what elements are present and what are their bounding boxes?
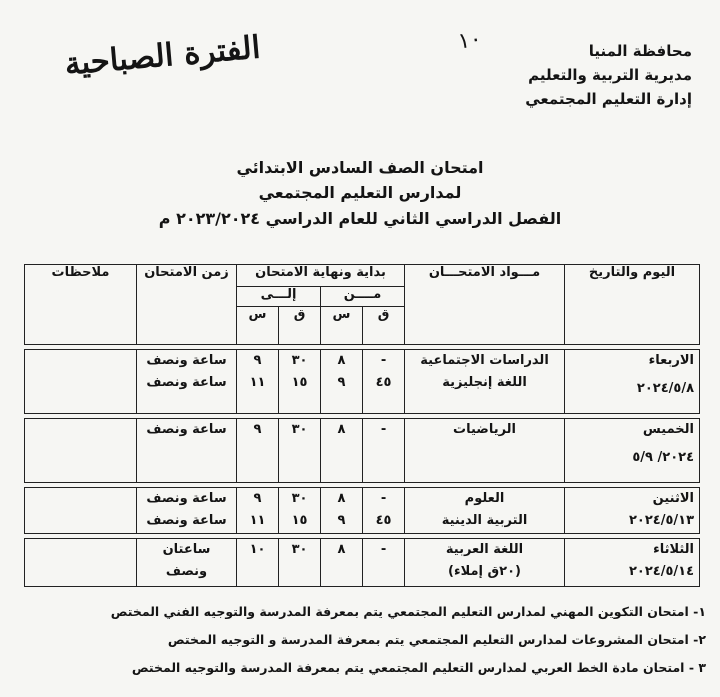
exam-title: امتحان الصف السادس الابتدائي [236,158,484,177]
header-day-date: اليوم والتاريخ [565,265,700,345]
notes-cell [25,539,137,587]
to-hour: ٩ [253,353,262,368]
subjects-cell [405,539,565,587]
to-minute: ٣٠ [291,491,308,506]
date-value: ٢٠٢٤/٥/١٣ [628,513,695,528]
duration-value: ساعتان ونصف [162,542,211,579]
subject-name: اللغة العربية [445,542,524,557]
footnote-2: ٢- امتحان المشروعات لمدارس التعليم المجتمعي يتم بمعرفة المدرسة و التوجيه المختص [167,632,706,647]
duration-cell [137,419,237,483]
from-hour: ٩ [337,375,346,390]
duration-value: ساعة ونصف [146,353,227,368]
from-minute: - [380,491,387,506]
notes-cell [25,350,137,414]
subjects-cell [405,488,565,534]
from-hour-cell [321,539,363,587]
to-hour-cell [237,539,279,587]
subject-name: التربية الدينية [441,513,528,528]
table-row [25,350,700,414]
to-minute: ١٥ [291,375,308,390]
from-minute: ٤٥ [375,513,392,528]
date-value: ٢٠٢٤/٥/٨ [636,381,695,396]
administration-line: إدارة التعليم المجتمعي [525,90,692,108]
to-hour: ٩ [253,422,262,437]
header-from: مــــن [321,287,405,307]
header-from-hour: س [321,307,363,345]
subject-name: اللغة إنجليزية [442,375,527,390]
from-hour: ٩ [337,513,346,528]
exam-schedule-table [24,264,700,587]
to-minute-cell [279,350,321,414]
table-row [25,488,700,534]
duration-cell [137,539,237,587]
duration-value: ساعة ونصف [146,422,227,437]
to-hour-cell [237,419,279,483]
day-name: الاربعاء [648,353,695,368]
duration-value: ساعة ونصف [146,375,227,390]
to-minute: ٣٠ [291,353,308,368]
from-hour: ٨ [337,491,346,506]
to-minute-cell [279,419,321,483]
to-minute: ٣٠ [291,542,308,557]
subjects-cell [405,350,565,414]
from-hour-cell [321,488,363,534]
to-hour: ١٠ [249,542,266,557]
day-name: الثلاثاء [653,542,695,557]
from-minute-cell [363,350,405,414]
to-hour: ٩ [253,491,262,506]
from-minute: - [380,422,387,437]
day-date-cell [565,350,700,414]
footnote-1: ١- امتحان التكوين المهني لمدارس التعليم المجتمعي يتم بمعرفة المدرسة والتوجيه الفني المختص [110,604,706,619]
header-duration: زمن الامتحان [137,265,237,345]
duration-cell [137,350,237,414]
day-date-cell [565,419,700,483]
header-to: إلـــى [237,287,321,307]
table-row [25,419,700,483]
to-hour-cell [237,350,279,414]
from-minute: ٤٥ [375,375,392,390]
duration-value: ساعة ونصف [146,491,227,506]
footnote-3: ٣ - امتحان مادة الخط العربي لمدارس التعليم المجتمعي يتم بمعرفة المدرسة والتوجيه المختص [131,660,706,675]
from-hour-cell [321,350,363,414]
duration-value: ساعة ونصف [146,513,227,528]
from-minute: - [380,353,387,368]
subject-note: (٢٠ق إملاء) [448,564,521,579]
from-minute-cell [363,419,405,483]
subject-name: الدراسات الاجتماعية [420,353,549,368]
subject-name: العلوم [464,491,505,506]
header-to-hour: س [237,307,279,345]
to-minute: ١٥ [291,513,308,528]
to-hour: ١١ [249,513,266,528]
table-row [25,539,700,587]
from-hour-cell [321,419,363,483]
to-hour-cell [237,488,279,534]
handwritten-page-number: ١٠ [456,26,484,55]
from-minute-cell [363,488,405,534]
date-value: ٢٠٢٤/٥/١٤ [628,564,695,579]
from-hour: ٨ [337,542,346,557]
from-minute-cell [363,539,405,587]
header-start-end: بداية ونهاية الامتحان [237,265,405,287]
day-date-cell [565,488,700,534]
governorate-line: محافظة المنيا [588,42,692,60]
date-value: ٢٠٢٤/ ٥/٩ [632,450,695,465]
from-hour: ٨ [337,422,346,437]
duration-cell [137,488,237,534]
to-hour: ١١ [249,375,266,390]
header-subjects: مـــواد الامتحـــان [405,265,565,345]
day-date-cell [565,539,700,587]
subjects-cell [405,419,565,483]
to-minute-cell [279,539,321,587]
directorate-line: مديرية التربية والتعليم [528,66,692,84]
exam-subtitle: لمدارس التعليم المجتمعي [258,183,462,202]
header-from-minute: ق [363,307,405,345]
notes-cell [25,488,137,534]
to-minute-cell [279,488,321,534]
from-hour: ٨ [337,353,346,368]
header-to-minute: ق [279,307,321,345]
period-label: الفترة الصباحية [63,29,262,83]
exam-term: الفصل الدراسي الثاني للعام الدراسي ٢٠٢٣/٢٠٢٤ م [158,209,562,228]
day-name: الاثنين [652,491,695,506]
subject-name: الرياضيات [453,422,517,437]
from-minute: - [380,542,387,557]
header-notes: ملاحظات [25,265,137,345]
day-name: الخميس [642,422,695,437]
to-minute: ٣٠ [291,422,308,437]
notes-cell [25,419,137,483]
